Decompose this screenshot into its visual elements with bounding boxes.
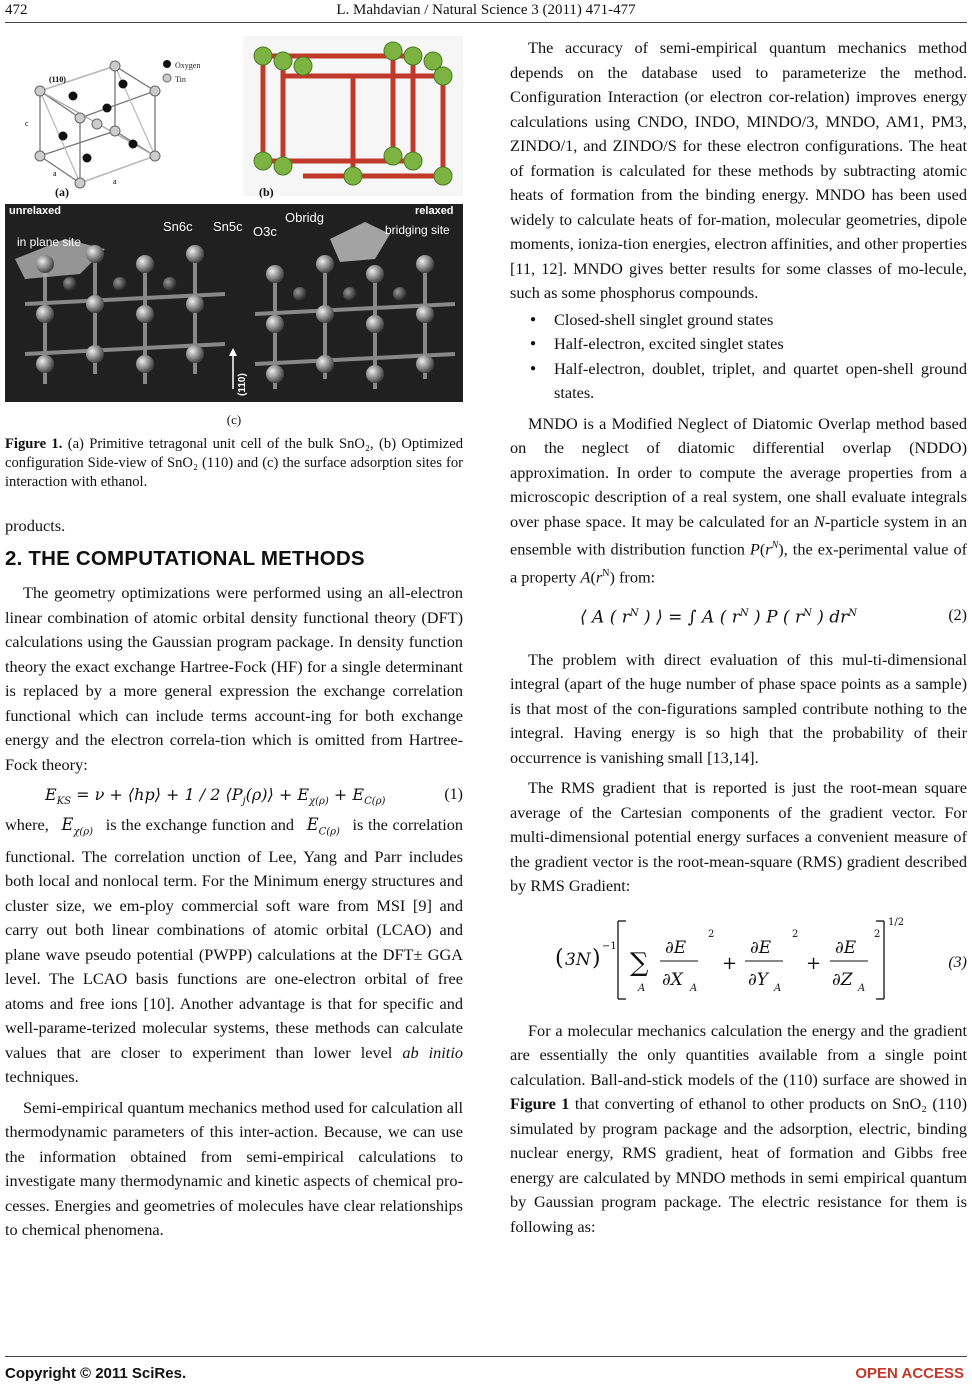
label-sn5c: Sn5c <box>213 219 243 234</box>
svg-text:2: 2 <box>708 928 715 940</box>
paragraph-dft: The geometry optimizations were performed using an all-electron linear combination of atomic orbital density functional theory (DFT) calculations using the Gaussian program package. In density function theory the exact exchange Hartree-Fock (HF) for a single determinant is replaced by a more general expression the exchange correlation functional which can include terms account-ing for both exchange energy and the electron correla-tion which is omitted from Hartree-Fock theory: <box>5 583 463 774</box>
legend-tin: Tin <box>175 75 186 84</box>
svg-text:∂X: ∂X <box>662 969 683 990</box>
label-relaxed: relaxed <box>415 205 454 217</box>
label-o3c: O3c <box>253 224 277 239</box>
figure-1 <box>5 36 463 431</box>
right-column <box>510 36 967 1239</box>
svg-text:−1: −1 <box>602 940 617 952</box>
equation-1-body: $E_{KS} = \nu$ + ⟨hp⟩ + 1 ∕ 2 $⟨P_j(\rho)⟩ + E_{\chi(\rho)} + E_{C(\rho)}$ <box>45 785 386 808</box>
caption-label: Figure 1. <box>5 436 63 452</box>
svg-text:3N: 3N <box>565 949 591 970</box>
axis-a2: a <box>113 177 117 186</box>
svg-text:A: A <box>858 982 866 994</box>
lattice-side-view <box>243 36 463 196</box>
copyright: Copyright © 2011 SciRes. <box>5 1365 187 1382</box>
svg-text:∂E: ∂E <box>665 937 687 958</box>
products-line: products. <box>5 516 66 535</box>
caption-text: (a) Primitive tetragonal unit cell of the bulk SnO₂, (b) Optimized configuration Side-view of SnO₂ (110) and (c) the surface adsorption sites for interaction with ethanol. <box>5 436 463 490</box>
unit-cell-diagram <box>5 36 237 196</box>
panel-c-label: (c) <box>226 412 242 427</box>
svg-text:(: ( <box>555 945 564 971</box>
equation-3 <box>510 899 967 1019</box>
label-bridging-site: bridging site <box>385 223 450 237</box>
equation-2-number: (2) <box>948 606 967 624</box>
axis-a1: a <box>53 169 57 178</box>
paragraph-rms: The RMS gradient that is reported is just the root-mean square average of the Cartesian components of the gradient vector. For multi-dimensional potential energy surfaces a convenient measure of the gradient vector is the root-mean-square (RMS) gradient described by RMS Gradient: <box>510 778 967 896</box>
legend-oxygen: Oxygen <box>175 61 201 70</box>
left-column <box>5 36 463 1243</box>
page-number: 472 <box>5 2 28 18</box>
svg-text:1/2: 1/2 <box>888 916 905 928</box>
paragraph-correlation: where, $E_{\chi(\rho)}$ is the exchange function and $E_{C(\rho)}$ is the correlation functional. The correlation unction of Lee, Yang and Parr includes both local and nonlocal term. For the Minimum energy structures and cluster size, we em-ploy commercial soft ware from MSI [9] and carry out both linear combinations of atomic orbital (LCAO) and plane wave pseudo potential (PWPP) calculations at the DFT± GGA level. The LCAO basis functions are one-electron orbital of free atoms and free ions [10]. Another advantage is that for specific and well-parame-terized molecular systems, these methods can calculate values that are closer to experiment than lower level ab initio techniques. <box>5 815 464 1087</box>
panel-b-label: (b) <box>259 185 274 199</box>
svg-text:A: A <box>638 982 646 994</box>
figure-caption <box>5 435 463 492</box>
axis-c: c <box>25 119 29 128</box>
figure-panel-c <box>5 204 463 402</box>
footer-rule <box>5 1356 967 1357</box>
equation-3-number: (3) <box>948 953 967 971</box>
bullet-item: ● Half-electron, excited singlet states <box>532 332 967 357</box>
page-footer <box>0 1356 972 1384</box>
svg-text:2: 2 <box>874 928 881 940</box>
bullet-item: ● Closed-shell singlet ground states <box>532 308 967 333</box>
label-obridg: Obridg <box>285 210 325 225</box>
svg-text:+: + <box>806 952 822 974</box>
running-title: L. Mahdavian / Natural Science 3 (2011) 471-477 <box>336 2 636 18</box>
equation-3-body <box>510 899 967 1019</box>
section-heading: 2. THE COMPUTATIONAL METHODS <box>5 546 365 570</box>
paragraph-molecular-mechanics: For a molecular mechanics calculation the energy and the gradient are essentially the only quantities available from a single point calculation. Ball-and-stick models of the (110) surface are showed in Figure 1 that converting of ethanol to other products on SnO₂ (110) simulated by program package and the adsorption, electric, binding nuclear energy, RMS gradient, heat of formation and Gibbs free energy are calculated by MNDO methods in semi empirical quantum by Gaussian program package. The electric resistance for them is following as: <box>510 1020 967 1236</box>
svg-text:∂Z: ∂Z <box>832 969 853 990</box>
label-110-arrow: (110) <box>237 373 248 396</box>
page-header <box>0 0 972 22</box>
panel-a-label: (a) <box>55 185 69 199</box>
paragraph-accuracy: The accuracy of semi-empirical quantum mechanics method depends on the database used to parameterize the method. Configuration Interaction (or electron cor-relation) improves energy calculations using CNDO, INDO, MINDO/3, MNDO, AM1, PM3, ZINDO/1, and ZINDO/S for these electron configurations. The heat of formation is calculated for these methods by subtracting atomic heats of formation from the binding energy. MNDO has been used widely to calculate heats of for-mation, molecular geometries, dipole moments, ioniza-tion energies, electron affinities, and other properties [11, 12]. MNDO gives better results for some classes of mo-lecule, such as some phosphorus compounds. <box>510 38 967 302</box>
equation-2-body: ⟨ A ( $r^N$ ) ⟩ = ∫ A ( $r^N$ ) P ( $r^N$ ) $dr^N$ <box>580 607 858 628</box>
label-unrelaxed: unrelaxed <box>9 205 61 217</box>
svg-text:+: + <box>722 952 738 974</box>
figure-panel-a <box>5 36 237 199</box>
figure-panel-b <box>243 36 463 199</box>
label-sn6c: Sn6c <box>163 219 193 234</box>
svg-text:): ) <box>592 945 601 971</box>
svg-text:A: A <box>774 982 782 994</box>
paragraph-problem: The problem with direct evaluation of this mul-ti-dimensional integral (apart of the huge number of phase space points as a sample) is that most of the con-figurations sampled contribute nothing to the integral. Having energy is so high that the probability of their occurrence is vanishing small [13,14]. <box>510 649 967 767</box>
bullet-list <box>510 308 967 406</box>
equation-1 <box>5 777 463 813</box>
bullet-item: ● Half-electron, doublet, triplet, and quartet open-shell ground states. <box>532 357 967 406</box>
open-access-label: OPEN ACCESS <box>855 1365 964 1382</box>
surface-sites-rendering <box>5 204 463 402</box>
svg-text:2: 2 <box>792 928 799 940</box>
svg-text:∂Y: ∂Y <box>748 969 769 990</box>
equation-1-number: (1) <box>444 786 463 803</box>
paragraph-mndo: MNDO is a Modified Neglect of Diatomic Overlap method based on the neglect of diatomic differential overlap (NDDO) approximation. In order to compute the average properties from a microscopic description of a real system, one shall evaluate integrals over phase space. It may be calculated for an N-particle system in an ensemble with distribution function $P(r^N)$, the ex-perimental value of a property $A(r^N)$ from: <box>510 413 968 587</box>
paragraph-semi-empirical: Semi-empirical quantum mechanics method used for calculation all thermodynamic parameters of this inter-action. Because, we can use the information obtained from semi-empirical calculations to investigate many thermodynamic and kinetic aspects of chemical pro-cesses. Energies and geometries of molecules have clear relationships to chemical phenomena. <box>5 1097 463 1240</box>
header-rule <box>5 22 967 23</box>
plane-label: (110) <box>49 75 66 84</box>
svg-text:∂E: ∂E <box>750 937 772 958</box>
equation-2 <box>510 590 967 648</box>
svg-text:∑: ∑ <box>630 947 649 978</box>
svg-text:∂E: ∂E <box>835 937 857 958</box>
label-in-plane-site: in plane site <box>17 235 82 249</box>
svg-text:A: A <box>690 982 698 994</box>
